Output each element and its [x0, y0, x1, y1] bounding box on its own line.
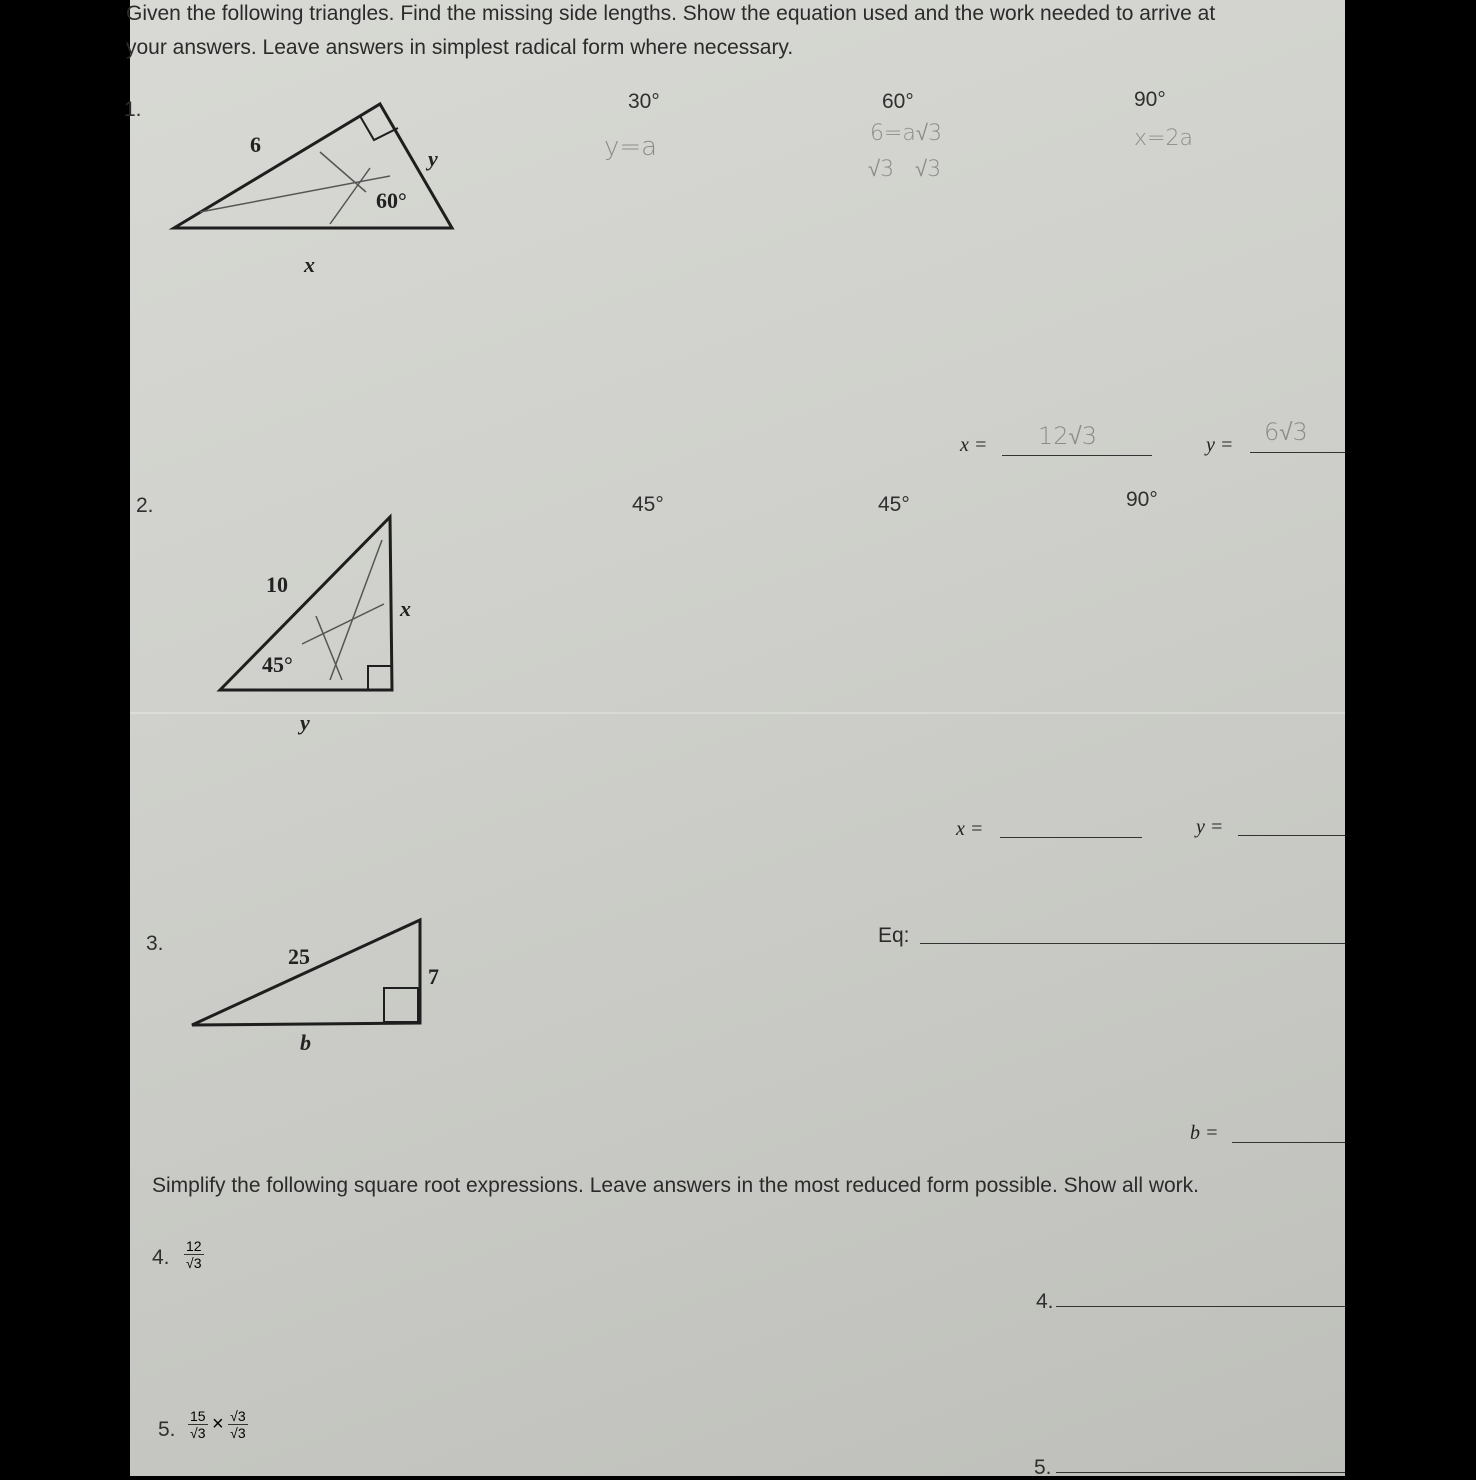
- p5-answer-line[interactable]: [1056, 1472, 1345, 1473]
- p1-angle-30: 30°: [628, 90, 660, 113]
- p1-work-60-top: 6=a√3: [870, 121, 942, 146]
- p1-x-answer-value: 12√3: [1038, 422, 1097, 450]
- p2-y-answer-line[interactable]: [1238, 835, 1345, 836]
- simplify-instructions: Simplify the following square root expressions. Leave answers in the most reduced form possible. Show all work.: [152, 1174, 1199, 1197]
- problem-5-number: 5.: [158, 1418, 176, 1441]
- p1-work-60-bottom: √3 √3: [868, 157, 942, 182]
- p4-fraction: [184, 1238, 204, 1271]
- p2-label-y: y: [300, 710, 310, 735]
- p1-label-y: y: [428, 146, 438, 171]
- p5-fraction-2: [228, 1408, 247, 1441]
- p5-expression: [188, 1408, 248, 1441]
- p2-angle-45b: 45°: [878, 493, 910, 516]
- p4-numerator: 12: [186, 1238, 202, 1254]
- p2-x-answer-line[interactable]: [1000, 837, 1142, 838]
- p1-x-answer-label: x =: [960, 434, 988, 456]
- triangle-diagrams: [130, 0, 1345, 1476]
- p1-label-6: 6: [250, 132, 261, 157]
- p4-denominator: √3: [186, 1255, 202, 1271]
- instructions-line-1: Given the following triangles. Find the missing side lengths. Show the equation used and the work needed to arrive at: [126, 2, 1216, 25]
- p3-eq-line[interactable]: [920, 943, 1345, 944]
- p5-numerator-1: 15: [190, 1408, 206, 1424]
- p2-x-answer-label: x =: [956, 818, 984, 840]
- p1-work-90: x=2a: [1134, 126, 1193, 151]
- p5-denominator-1: √3: [190, 1425, 206, 1441]
- p1-y-answer-line[interactable]: [1250, 452, 1345, 453]
- instructions-line-2: your answers. Leave answers in simplest radical form where necessary.: [126, 36, 794, 59]
- p4-answer-label: 4.: [1036, 1290, 1054, 1313]
- p3-b-answer-line[interactable]: [1232, 1142, 1345, 1143]
- p2-label-45: 45°: [262, 652, 293, 677]
- p5-denominator-2: √3: [230, 1425, 246, 1441]
- p5-numerator-2: √3: [230, 1408, 246, 1424]
- p3-b-answer-label: b =: [1190, 1122, 1219, 1144]
- p1-y-answer-label: y =: [1206, 434, 1234, 456]
- p1-y-answer-value: 6√3: [1264, 418, 1308, 446]
- problem-3-number: 3.: [146, 932, 164, 955]
- triangle-3: [192, 920, 420, 1025]
- p3-label-7: 7: [428, 964, 439, 989]
- triangle-1: [174, 104, 452, 228]
- p2-label-x: x: [400, 596, 411, 621]
- p5-fraction-1: [188, 1408, 208, 1441]
- p2-y-answer-label: y =: [1196, 816, 1224, 838]
- p1-work-30: y=a: [604, 132, 658, 162]
- p4-expression: [184, 1238, 204, 1271]
- p4-answer-line[interactable]: [1056, 1306, 1345, 1307]
- worksheet-page: [124, 0, 1345, 1479]
- p5-times: ×: [212, 1413, 224, 1435]
- problem-1-number: 1.: [124, 98, 142, 121]
- p2-angle-90: 90°: [1126, 488, 1158, 511]
- triangle-2: [220, 517, 392, 690]
- p3-eq-label: Eq:: [878, 924, 910, 947]
- p1-angle-60: 60°: [882, 90, 914, 113]
- p1-label-x: x: [304, 252, 315, 277]
- p5-answer-label: 5.: [1034, 1456, 1052, 1479]
- problem-2-number: 2.: [136, 494, 154, 517]
- p2-angle-45a: 45°: [632, 493, 664, 516]
- p3-label-b: b: [300, 1030, 311, 1055]
- p1-label-60: 60°: [376, 188, 407, 213]
- p3-label-25: 25: [288, 944, 310, 969]
- p1-x-answer-line[interactable]: [1002, 455, 1152, 456]
- p1-angle-90: 90°: [1134, 88, 1166, 111]
- problem-4-number: 4.: [152, 1246, 170, 1269]
- p2-label-10: 10: [266, 572, 288, 597]
